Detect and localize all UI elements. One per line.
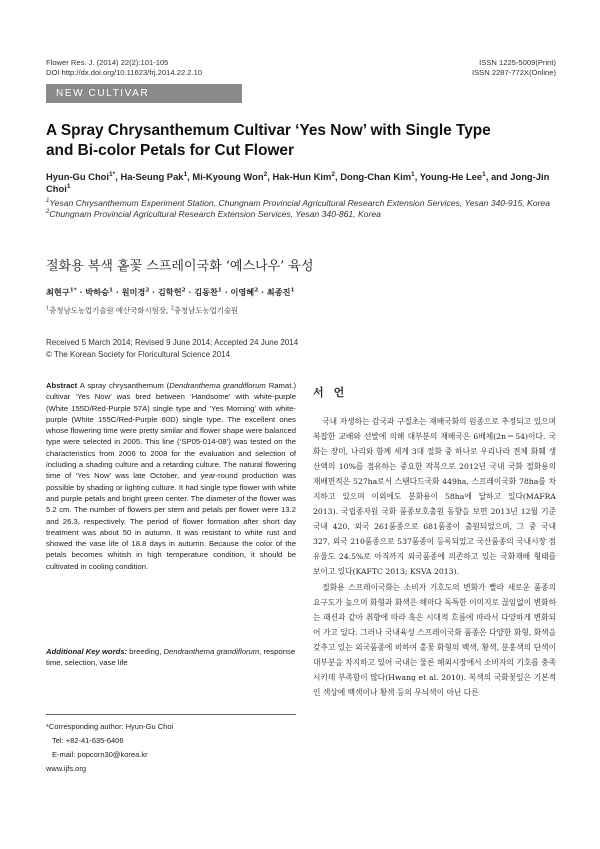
doi-link[interactable]: DOI http://dx.doi.org/10.11623/frj.2014.22.2.10 [46,68,203,77]
author-and: and [490,171,508,182]
title-line-2: and Bi-color Petals for Cut Flower [46,141,294,159]
abstract-text-1: A spray chrysanthemum ( [79,381,170,390]
keywords-text-2: , response time, selection, vase life [46,647,296,668]
author-name: Hyun-Gu Choi [46,171,110,182]
korean-author: 원미경 [121,287,146,297]
korean-author-sup: 2 [254,287,259,294]
author-name: Jong-Jin Choi [46,171,550,194]
author-sup: 1 [66,182,71,190]
korean-author-sup: 1* [69,287,77,294]
affiliation-2 [46,209,558,220]
abstract-species: Dendranthema grandiflorum [169,381,266,390]
korean-affil-text: 충청남도농업기술원 [173,306,239,315]
article-history [46,337,298,361]
korean-author-sup: 1 [217,287,222,294]
journal-issue: Flower Res. J. (2014) 22(2):101-105 [46,58,169,67]
korean-author-sup: 2 [145,287,150,294]
author-name: Ha-Seung Pak [120,171,184,182]
korean-author: 김학헌 [157,287,182,297]
korean-affil-text: 충청남도농업기술원 예산국화시험장, [49,306,171,315]
corresponding-name: *Corresponding author: Hyun-Gu Choi [46,722,174,731]
keywords-text-1: breeding, [127,647,164,656]
intro-paragraph-1: 국내 자생하는 감국과 구절초는 재배국화의 원종으로 추정되고 있으며 복잡한 교배와 선발에 의해 대부분의 재배국은 6배체(2n＝54)이다. 국화는 장미, 나리와 함께 세계 3대 절화 중 하나로 우리나라 전체 화훼 생산액의 10%를 점유하는 중요한 작목으로 2012년 국내 국화 절화용의 재배면적은 527ha로서 스탠다드국화 449ha, 스프레이국화 78ha를 차지하고 있으며 이외에도 분화용이 58ha에 달하고 있다(MAFRA 2013). 국립종자원 국화 품종보호출원 동향을 보면 2013년 12월 기준 국내 420, 외국 261품종으로 681품종이 출원되었으며, 그 중 국내 327, 외국 210품종으로 537품종이 등록되었고 국산품종의 국내시장 점유율도 24.5%로 아직까지 외국품종에 의존하고 있는 국화재배 형태를 보이고 있다(KAFTC 2013; KSVA 2013). [313,417,556,577]
author-sup: 2 [263,170,268,178]
keywords [46,646,296,669]
author-sup: 1* [109,170,116,178]
abstract-text-2: Ramat.) cultivar ‘Yes Now’ was bred between ‘Handsome’ with white-purple (White 155D/Red-Purple 57A) single type and ‘Yes Morning’ with white-purple (White 155C/Red-Purple 60D) single type. The excellent ones whose flowering time were pretty similar and flower shape were balanced type were selected in 2005. This line (‘SP05-014-08’) was tested on the characteristics from 2006 to 2008 for the evaluation and selection of including a shading culture and a retarding culture. The natural flowering time of ‘Yes Now’ was late October, and year-round production was possible by shading or lighting culture. It had single type flower with white and purple petals and bright green center. The diameter of the flower was 5.2 cm. The number of flowers per stem and petals per flower were 13.2 and 26.3, respectively. The period of flower formation after short day treatment was about 50 in autumn. It was resistant to white rust and showed the vase life of 18.8 days in autumn. Because the color of the petals becomes whitish in high temperature condition, it should be cultivated in cooling condition. [46,381,297,571]
keywords-label: Additional Key words: [46,647,128,656]
author-sup: 1 [183,170,188,178]
issn-print: ISSN 1225-5009(Print) [479,58,556,67]
section-banner: NEW CULTIVAR INTRODUCTION [46,84,242,103]
title-line-1: A Spray Chrysanthemum Cultivar ‘Yes Now’ with Single Type [46,122,491,139]
affiliation-sup: 2 [46,209,50,216]
korean-author-sup: 1 [290,287,295,294]
author-sup: 1 [411,170,415,178]
korean-affil-sup: 2 [170,305,174,312]
paper-title [46,121,556,160]
author-name: Hak-Hun Kim [272,171,332,182]
footnote-divider [46,714,296,715]
corresponding-email[interactable]: E-mail: popcorn30@korea.kr [52,750,148,759]
korean-affil-sup: 1 [46,305,50,312]
author-sup: 2 [331,170,335,178]
introduction-heading: 서언 [313,386,355,399]
abstract [46,380,296,572]
journal-citation [46,58,202,78]
author-list: Hyun-Gu Choi$^{1*}$, Ha-Seung Pak$^1$, Mi-Kyoung Won$^2$, Hak-Hun Kim$^2$, Dong-Chan Kim$^1$, Young-He Lee$^1$, and Jong-Jin Choi$^1$ [46,170,550,194]
keywords-species: Dendranthema grandiflorum [163,647,260,656]
corresponding-author [46,720,173,776]
korean-author: 김동찬 [194,287,218,297]
issn-block [472,58,556,78]
journal-website[interactable]: www.ijfs.org [46,764,87,773]
author-sup: 1 [482,170,486,178]
korean-author: 최종진 [266,287,291,297]
intro-paragraph-2: 절화용 스프레이국화는 소비자 기호도의 변화가 빨라 새로운 품종의 요구도가 높으며 화형과 화색은 해마다 독특한 이미지로 끊임없이 변화하는 패션과 같아 취향에 따라 혹은 시대적 흐름에 따라서 다양하게 변화되어 가고 있다. 그러나 국내육성 스프레이국화 품종은 다양한 화형, 화색을 갖추고 있는 외국품종에 비하여 홑꽃 화형의 백색, 황색, 분홍색의 단색이 대부분을 차지하고 있어 국내는 물론 해외시장에서 소비자의 기호를 충족시키데 부족함이 많다(Hwang et al. 2010). 복색의 국화꽃잎은 기본적인 색상에 백색이나 황색 등의 무늬색이 아닌 다른 [313,582,556,697]
korean-affiliation [46,305,238,316]
affiliation-text: Chungnam Provincial Agricultural Research Extension Services, Yesan 340-861, Korea [49,209,381,219]
affiliation-text: Yesan Chrysanthemum Experiment Station, Chungnam Provincial Agricultural Research Extension Services, Yesan 340-915, Korea [49,198,550,208]
affiliation-1 [46,198,558,209]
korean-author-sup: 1 [109,287,114,294]
korean-author-sup: 2 [181,287,186,294]
copyright-line: © The Korean Society for Floricultural Science 2014 [46,350,231,359]
korean-author: 최현구 [46,287,70,297]
dates-line: Received 5 March 2014; Revised 9 June 2014; Accepted 24 June 2014 [46,338,299,347]
author-name: Mi-Kyoung Won [192,171,264,182]
introduction-body [313,414,556,700]
corresponding-tel: Tel: +82-41-635-6406 [52,736,124,745]
abstract-label: Abstract [46,381,78,390]
issn-online: ISSN 2287-772X(Online) [472,68,556,77]
korean-title: 절화용 복색 홑꽃 스프레이국화 ‘예스나우’ 육성 [46,259,314,274]
korean-author: 박하승 [85,287,110,297]
affiliations [46,198,558,220]
korean-author-list: 최현구$^{1*}$ · 박하승$^1$ · 원미경$^2$ · 김학헌$^2$ · 김동찬$^1$ · 이영혜$^2$ · 최종진$^1$ [46,287,295,297]
korean-author: 이영혜 [230,287,255,297]
affiliation-sup: 1 [46,198,50,205]
author-name: Dong-Chan Kim [340,171,412,182]
author-name: Young-He Lee [419,171,483,182]
